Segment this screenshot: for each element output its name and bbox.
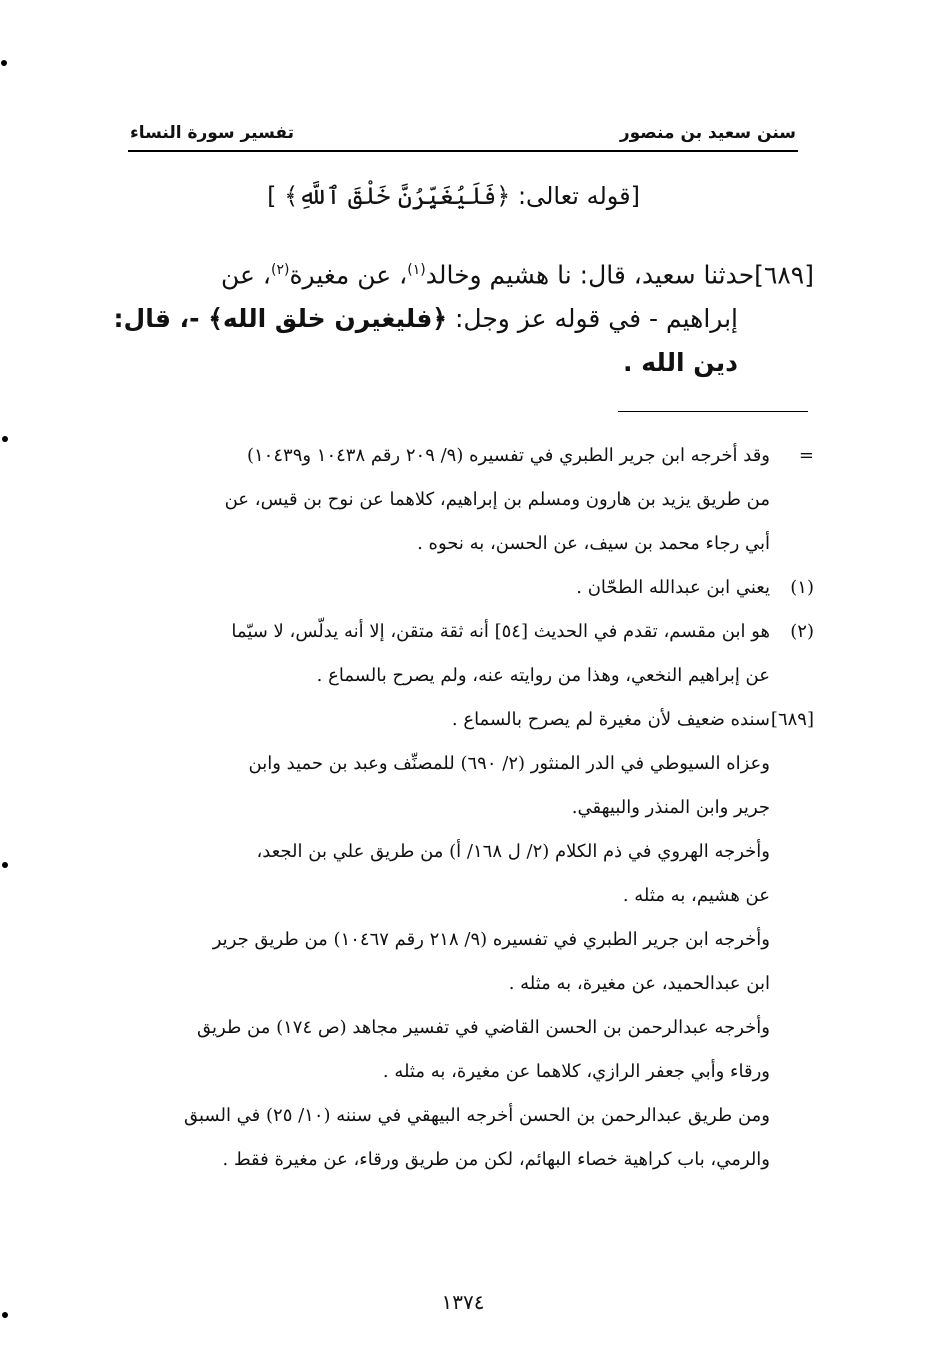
footnote-line: [114, 434, 814, 478]
footnote-line: [114, 654, 814, 698]
footnote-text: ومن طريق عبدالرحمن بن الحسن أخرجه البيهقي في سننه (١٠/ ٢٥) في السبق: [183, 1105, 770, 1126]
header-rule: [128, 150, 798, 152]
footnote-text: يعني ابن عبدالله الطحّان .: [576, 577, 770, 598]
verse-heading: [267, 182, 640, 210]
book-title: سنن سعيد بن منصور: [619, 123, 796, 143]
footnote-line: [114, 830, 814, 874]
scan-mark: [1, 60, 7, 66]
verse-heading-close: ]: [267, 182, 285, 210]
footnote-text: وأخرجه ابن جرير الطبري في تفسيره (٩/ ٢١٨ رقم ١٠٤٦٧) من طريق جرير: [212, 929, 770, 950]
scan-mark: [2, 436, 8, 442]
hadith-text: [114, 248, 814, 385]
footnote-text: ابن عبدالحميد، عن مغيرة، به مثله .: [508, 973, 770, 994]
footnote-line: [114, 742, 814, 786]
quran-verse: ﴿فَلَيُغَيِّرُنَّ خَلْقَ ٱللَّهِ﴾: [284, 182, 511, 210]
hadith-context: إبراهيم - في قوله عز وجل:: [447, 304, 738, 334]
footnote-marker: =: [798, 445, 814, 466]
footnote-text: هو ابن مقسم، تقدم في الحديث [٥٤] أنه ثقة متقن، إلا أنه يدلّس، لا سيّما: [231, 621, 770, 642]
footnote-marker: [٦٨٩]: [770, 709, 814, 730]
footnote-text: وأخرجه الهروي في ذم الكلام (٢/ ل ١٦٨/ أ) من طريق علي بن الجعد،: [256, 841, 770, 862]
hadith-line-3: دين الله .: [623, 348, 738, 378]
footnote-text: سنده ضعيف لأن مغيرة لم يصرح بالسماع .: [451, 709, 770, 730]
footnotes: [114, 434, 814, 1182]
footnote-line: [114, 478, 814, 522]
footnote-text: أبي رجاء محمد بن سيف، عن الحسن، به نحوه .: [417, 533, 770, 554]
footnote-text: عن إبراهيم النخعي، وهذا من روايته عنه، ولم يصرح بالسماع .: [316, 665, 770, 686]
footnote-text: والرمي، باب كراهية خصاء البهائم، لكن من طريق ورقاء، عن مغيرة فقط .: [222, 1149, 770, 1170]
footnote-line: [114, 522, 814, 566]
hadith-line-2: [114, 297, 814, 341]
footnote-ref-2: (٢): [270, 262, 290, 278]
footnote-marker: (٢): [790, 621, 814, 642]
footnote-line: [114, 610, 814, 654]
footnote-separator: [618, 411, 808, 412]
footnote-text: ورقاء وأبي جعفر الرازي، كلاهما عن مغيرة، به مثله .: [382, 1061, 770, 1082]
footnote-line: [114, 786, 814, 830]
hadith-chain-middle: ، عن مغيرة: [289, 260, 408, 290]
footnote-text: وقد أخرجه ابن جرير الطبري في تفسيره (٩/ ٢٠٩ رقم ١٠٤٣٨ و١٠٤٣٩): [246, 445, 770, 466]
footnote-line: [114, 874, 814, 918]
footnote-text: وأخرجه عبدالرحمن بن الحسن القاضي في تفسير مجاهد (ص ١٧٤) من طريق: [197, 1017, 770, 1038]
hadith-chain-end: ، عن: [221, 260, 271, 290]
section-title: تفسير سورة النساء: [130, 123, 294, 143]
footnote-text: جرير وابن المنذر والبيهقي.: [571, 797, 770, 818]
hadith-quote: ﴿فليغيرن خلق الله﴾ -، قال:: [113, 304, 448, 334]
footnote-line: [114, 566, 814, 610]
footnote-line: [114, 1094, 814, 1138]
verse-heading-open: [قوله تعالى:: [510, 182, 640, 210]
footnote-line: [114, 698, 814, 742]
footnote-text: وعزاه السيوطي في الدر المنثور (٢/ ٦٩٠) للمصنِّف وعبد بن حميد وابن: [248, 753, 770, 774]
hadith-line-1: [114, 248, 814, 297]
footnote-line: [114, 1006, 814, 1050]
page-number: ١٣٧٤: [441, 1290, 485, 1314]
hadith-chain-start: [٦٨٩]حدثنا سعيد، قال: نا هشيم وخالد: [425, 260, 814, 290]
running-header: [130, 118, 796, 148]
footnote-line: [114, 962, 814, 1006]
footnote-text: عن هشيم، به مثله .: [622, 885, 770, 906]
footnote-line: [114, 1138, 814, 1182]
scan-mark: [2, 862, 8, 868]
footnote-ref-1: (١): [407, 262, 426, 278]
footnote-marker: (١): [790, 577, 814, 598]
footnote-line: [114, 1050, 814, 1094]
footnote-text: من طريق يزيد بن هارون ومسلم بن إبراهيم، كلاهما عن نوح بن قيس، عن: [224, 489, 770, 510]
footnote-line: [114, 918, 814, 962]
